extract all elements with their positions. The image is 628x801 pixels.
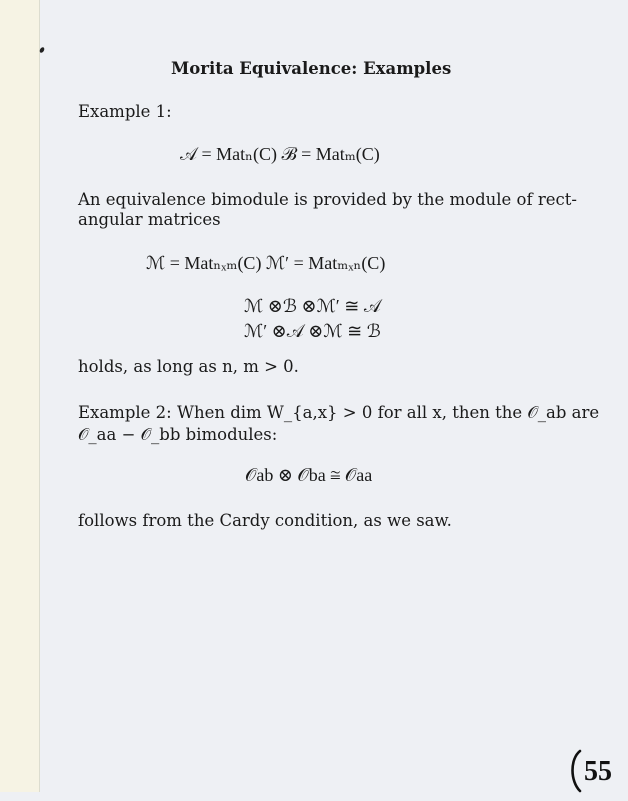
- page-title: Morita Equivalence: Examples: [171, 59, 452, 78]
- example1-text-line1: An equivalence bimodule is provided by the module of rect-: [78, 190, 577, 209]
- example1-holds-text: holds, as long as n, m > 0.: [78, 357, 299, 376]
- equation-iso-2: ℳ′ ⊗𝒜 ⊗ℳ ≅ ℬ: [244, 321, 381, 341]
- example1-text-line2: angular matrices: [78, 210, 221, 229]
- ink-dot: [39, 46, 45, 53]
- example1-label: Example 1:: [78, 102, 172, 121]
- example2-line1: Example 2: When dim W_{a,x} > 0 for all x, then the 𝒪_ab are: [78, 403, 600, 422]
- page-margin-strip: [0, 0, 40, 792]
- example2-line2: 𝒪_aa − 𝒪_bb bimodules:: [78, 425, 278, 444]
- equation-cardy: 𝒪ab ⊗ 𝒪ba ≅ 𝒪aa: [245, 465, 373, 485]
- handwritten-page-number: [568, 737, 628, 797]
- page-number-text: 55: [584, 756, 612, 787]
- equation-iso-1: ℳ ⊗ℬ ⊗ℳ′ ≅ 𝒜: [244, 296, 381, 316]
- example2-follows-text: follows from the Cardy condition, as we saw.: [78, 511, 452, 530]
- equation-algebras: 𝒜 = Matₙ(C) ℬ = Matₘ(C): [180, 144, 380, 164]
- equation-modules: ℳ = Matₙₓₘ(C) ℳ′ = Matₘₓₙ(C): [146, 253, 386, 273]
